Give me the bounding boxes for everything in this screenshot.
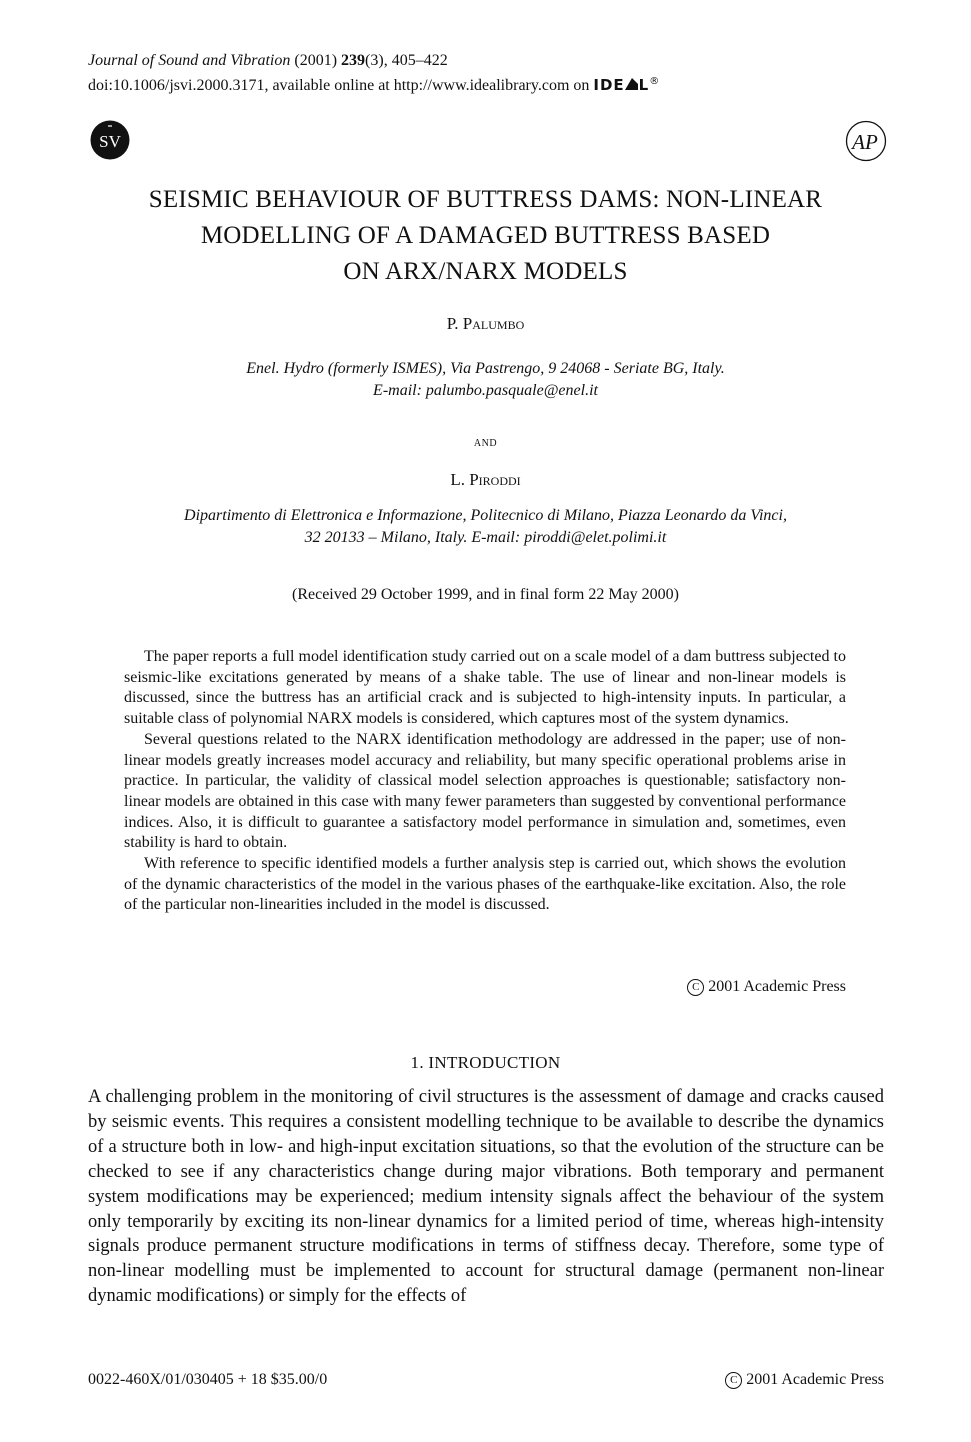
ap-logo-text: AP: [852, 130, 878, 154]
title-line-3: ON ARX/NARX MODELS: [343, 258, 628, 285]
abstract-paragraph-3: With reference to specific identified models a further analysis step is carried out, which shows the evolution of the dynamic characteristics of the model in the various phases of the earthquake-like excitation. Also, the role of the particular non-linearities included in the model is discussed.: [124, 855, 846, 914]
author-1-email[interactable]: E-mail: palumbo.pasquale@enel.it: [373, 382, 598, 399]
introduction-paragraph: A challenging problem in the monitoring of civil structures is the assessment of damage and cracks caused by seismic events. This requires a consistent modelling technique to be available to describe the dynamics of a structure both in low- and high-input excitation situations, so that the evolution of the structure can be checked to see if any characteristics change during major vibrations. Both temporary and permanent system modifications may be experienced; medium intensity signals affect the behaviour of the system only temporarily by exciting its non-linear dynamics for a limited period of time, whereas high-intensity signals produce permanent structure modifications in terms of stiffness decay. Therefore, some type of non-linear modelling must be implemented to account for structural damage (permanent non-linear dynamic modifications) or simply for the effects of: [88, 1087, 884, 1307]
title-line-1: SEISMIC BEHAVIOUR OF BUTTRESS DAMS: NON-LINEAR: [148, 186, 823, 213]
doi-text[interactable]: doi:10.1006/jsvi.2000.3171, available online at http://www.idealibrary.com on: [88, 77, 590, 94]
author-1-affiliation: [100, 358, 871, 402]
ideal-logo: IDE L®: [593, 76, 661, 94]
abstract-paragraph-1: The paper reports a full model identification study carried out on a scale model of a dam buttress subjected to seismic-like excitations generated by means of a shake table. The use of linear and non-linear models is discussed, since the buttress has an artificial crack and is subjected to high-intensity inputs. In particular, a suitable class of polynomial NARX models is considered, which captures most of the system dynamics.: [124, 648, 846, 728]
doi-line: [88, 71, 660, 96]
introduction-body: [88, 1085, 884, 1309]
paper-title: [60, 182, 911, 290]
author-2-affiliation-line-1: Dipartimento di Elettronica e Informazione, Politecnico di Milano, Piazza Leonardo da Vinci,: [184, 507, 787, 524]
footer-copyright: [725, 1371, 884, 1389]
abstract-copyright: [687, 978, 846, 996]
received-dates: (Received 29 October 1999, and in final form 22 May 2000): [291, 586, 679, 603]
journal-name: Journal of Sound and Vibration: [88, 52, 291, 69]
author-1-name: P. Palumbo: [446, 314, 525, 333]
sv-logo-text: SV: [99, 132, 121, 151]
journal-volume: 239: [341, 52, 366, 69]
abstract-paragraph-2: Several questions related to the NARX identification methodology are addressed in the paper; use of non-linear models greatly increases model accuracy and reliability, but many specific operational problems arise in practice. In particular, the validity of classical model selection approaches is questionable; satisfactory non-linear models are obtained in this case with many fewer parameters than suggested by conventional performance indices. Also, it is difficult to guarantee a satisfactory model performance in simulation and, sometimes, even stability is hard to obtain.: [124, 730, 846, 852]
citation-line: [88, 50, 660, 71]
ideal-logo-icon: [625, 77, 639, 91]
and-separator: and: [473, 435, 498, 450]
ap-logo-icon: [845, 120, 887, 162]
author-2-email[interactable]: 32 20133 – Milano, Italy. E-mail: piroddi@elet.polimi.it: [304, 529, 667, 546]
title-line-2: MODELLING OF A DAMAGED BUTTRESS BASED: [200, 222, 771, 249]
author-2-affiliation: [100, 505, 871, 549]
abstract-copyright-text: 2001 Academic Press: [708, 978, 846, 995]
section-heading: 1. INTRODUCTION: [410, 1053, 561, 1072]
footer-copyright-text: 2001 Academic Press: [746, 1371, 884, 1388]
sv-logo-icon: [90, 120, 130, 160]
copyright-icon: C: [725, 1372, 742, 1389]
copyright-icon: C: [687, 979, 704, 996]
journal-year: (2001): [294, 52, 338, 69]
journal-header: [88, 50, 660, 96]
author-1-affiliation-line-1: Enel. Hydro (formerly ISMES), Via Pastrengo, 9 24068 - Seriate BG, Italy.: [246, 360, 725, 377]
journal-issue-pages: (3), 405–422: [365, 52, 448, 69]
footer-issn: 0022-460X/01/030405 + 18 $35.00/0: [88, 1371, 328, 1388]
abstract: [124, 647, 846, 916]
author-2-name: L. Piroddi: [450, 470, 521, 489]
